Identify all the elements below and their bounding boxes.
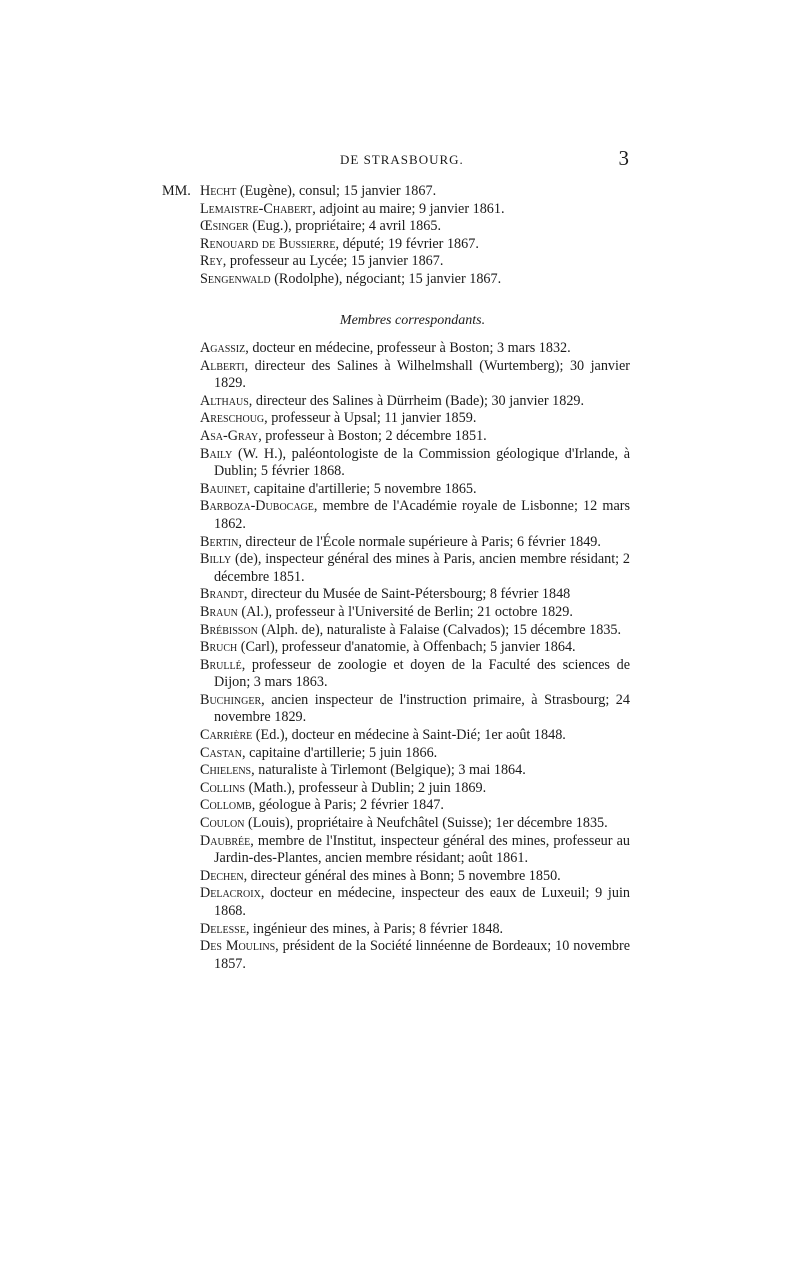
member-detail: , professeur au Lycée; 15 janvier 1867. xyxy=(222,253,444,270)
member-name: Hecht xyxy=(200,183,237,199)
list-item xyxy=(200,797,630,815)
member-detail: (de), inspecteur général des mines à Paris, ancien membre résidant; 2 décembre 1851. xyxy=(214,551,630,585)
list-item xyxy=(200,446,630,481)
list-item xyxy=(200,639,630,657)
member-detail: , directeur des Salines à Dürrheim (Bade); 30 janvier 1829. xyxy=(248,392,585,409)
member-detail: , naturaliste à Tirlemont (Belgique); 3 mai 1864. xyxy=(251,762,526,779)
member-detail: (Math.), professeur à Dublin; 2 juin 1869. xyxy=(245,779,487,796)
list-item xyxy=(200,815,630,833)
member-detail: , membre de l'Académie royale de Lisbonne; 12 mars 1862. xyxy=(214,498,630,532)
list-item xyxy=(200,340,630,358)
member-name: Barboza-Dubocage xyxy=(200,498,314,515)
list-item xyxy=(200,604,630,622)
member-name: Castan xyxy=(200,744,242,761)
member-name: Agassiz xyxy=(200,340,246,356)
list-item xyxy=(200,692,630,727)
member-detail: , docteur en médecine, professeur à Boston; 3 mars 1832. xyxy=(245,340,571,356)
list-item xyxy=(200,534,630,552)
member-detail: , adjoint au maire; 9 janvier 1861. xyxy=(312,200,505,217)
member-detail: , capitaine d'artillerie; 5 novembre 1865. xyxy=(246,480,477,497)
member-name: Billy xyxy=(200,551,232,568)
member-name: Lemaistre-Chabert xyxy=(200,200,313,217)
member-detail: , membre de l'Institut, inspecteur général des mines, professeur au Jardin-des-Plantes, ancien membre résidant; août 1861. xyxy=(214,832,630,867)
member-detail: (Rodolphe), négociant; 15 janvier 1867. xyxy=(270,270,502,287)
member-detail: , capitaine d'artillerie; 5 juin 1866. xyxy=(242,744,438,761)
member-name: Dechen xyxy=(200,867,244,884)
list-item xyxy=(200,253,640,271)
list-item xyxy=(200,868,630,886)
member-detail: (W. H.), paléontologiste de la Commission géologique d'Irlande, à Dublin; 5 février 1868. xyxy=(214,445,630,480)
member-detail: , docteur en médecine, inspecteur des eaux de Luxeuil; 9 juin 1868. xyxy=(214,885,630,919)
list-item xyxy=(200,358,630,393)
list-item xyxy=(200,481,630,499)
member-name: Sengenwald xyxy=(200,270,271,287)
member-detail: , professeur à Upsal; 11 janvier 1859. xyxy=(264,410,477,427)
list-item xyxy=(200,236,640,254)
member-detail: , directeur des Salines à Wilhelmshall (Wurtemberg); 30 janvier 1829. xyxy=(214,357,630,392)
member-name: Brébisson xyxy=(200,621,258,638)
member-name: Delesse xyxy=(200,920,246,937)
member-name: Areschoug xyxy=(200,410,265,427)
member-detail: (Alph. de), naturaliste à Falaise (Calvados); 15 décembre 1835. xyxy=(257,621,622,638)
list-item xyxy=(200,885,630,920)
member-name: Delacroix xyxy=(200,885,261,902)
list-item xyxy=(200,393,630,411)
member-detail: (Eugène), consul; 15 janvier 1867. xyxy=(236,183,437,199)
member-name: Althaus xyxy=(200,392,249,409)
member-name: Bertin xyxy=(200,533,239,550)
member-name: Coulon xyxy=(200,815,245,832)
list-item xyxy=(200,622,630,640)
member-name: Bauinet xyxy=(200,480,247,497)
member-name: Chielens xyxy=(200,762,252,779)
member-detail: (Al.), professeur à l'Université de Berlin; 21 octobre 1829. xyxy=(237,603,573,620)
list-item xyxy=(200,218,640,236)
member-detail: , directeur du Musée de Saint-Pétersbourg; 8 février 1848 xyxy=(243,586,571,603)
corresponding-members-list xyxy=(200,340,630,973)
list-item xyxy=(200,498,630,533)
list-item xyxy=(200,921,630,939)
list-item xyxy=(200,410,630,428)
member-name: Alberti xyxy=(200,357,245,374)
member-detail: , ingénieur des mines, à Paris; 8 février 1848. xyxy=(245,920,504,937)
member-name: Bruch xyxy=(200,639,238,656)
member-name: Des Moulins xyxy=(200,938,276,955)
member-name: Baily xyxy=(200,445,233,462)
member-name: Buchinger xyxy=(200,691,262,708)
list-item xyxy=(200,428,630,446)
member-name: Brullé xyxy=(200,656,242,673)
member-name: Renouard de Bussierre xyxy=(200,235,336,252)
member-detail: , professeur de zoologie et doyen de la Faculté des sciences de Dijon; 3 mars 1863. xyxy=(214,656,630,691)
list-item xyxy=(200,727,630,745)
member-detail: , professeur à Boston; 2 décembre 1851. xyxy=(258,427,487,444)
list-item xyxy=(200,183,640,201)
list-item xyxy=(200,201,640,219)
members-label: MM. xyxy=(162,183,191,199)
list-item xyxy=(200,586,630,604)
member-name: Brandt xyxy=(200,586,244,603)
member-name: Carrière xyxy=(200,727,253,744)
member-detail: , député; 19 février 1867. xyxy=(335,235,479,252)
list-item xyxy=(200,551,630,586)
member-detail: , directeur général des mines à Bonn; 5 novembre 1850. xyxy=(243,867,561,884)
member-detail: (Eug.), propriétaire; 4 avril 1865. xyxy=(248,218,441,235)
member-name: Asa-Gray xyxy=(200,427,259,444)
member-detail: , géologue à Paris; 2 février 1847. xyxy=(251,797,444,814)
list-item xyxy=(200,271,640,289)
list-item xyxy=(200,833,630,868)
member-name: Braun xyxy=(200,603,238,620)
list-item xyxy=(200,745,630,763)
running-head-title: DE STRASBOURG. xyxy=(340,152,464,167)
list-item xyxy=(200,657,630,692)
list-item xyxy=(200,780,630,798)
page-number: 3 xyxy=(618,146,630,170)
member-name: Œsinger xyxy=(200,218,249,235)
resident-members-list xyxy=(162,183,640,289)
section-title: Membres correspondants. xyxy=(339,313,486,328)
member-name: Daubrée xyxy=(200,832,251,849)
member-detail: , directeur de l'École normale supérieure à Paris; 6 février 1849. xyxy=(238,533,601,550)
member-detail: (Ed.), docteur en médecine à Saint-Dié; 1er août 1848. xyxy=(252,727,566,744)
member-detail: , président de la Société linnéenne de Bordeaux; 10 novembre 1857. xyxy=(214,938,631,972)
member-name: Collomb xyxy=(200,797,252,814)
list-item xyxy=(200,762,630,780)
member-detail: (Louis), propriétaire à Neufchâtel (Suisse); 1er décembre 1835. xyxy=(244,815,608,832)
list-item xyxy=(200,938,630,973)
member-detail: , ancien inspecteur de l'instruction primaire, à Strasbourg; 24 novembre 1829. xyxy=(214,691,630,726)
member-name: Rey xyxy=(200,253,223,270)
member-name: Collins xyxy=(200,779,246,796)
member-detail: (Carl), professeur d'anatomie, à Offenbach; 5 janvier 1864. xyxy=(237,639,576,656)
